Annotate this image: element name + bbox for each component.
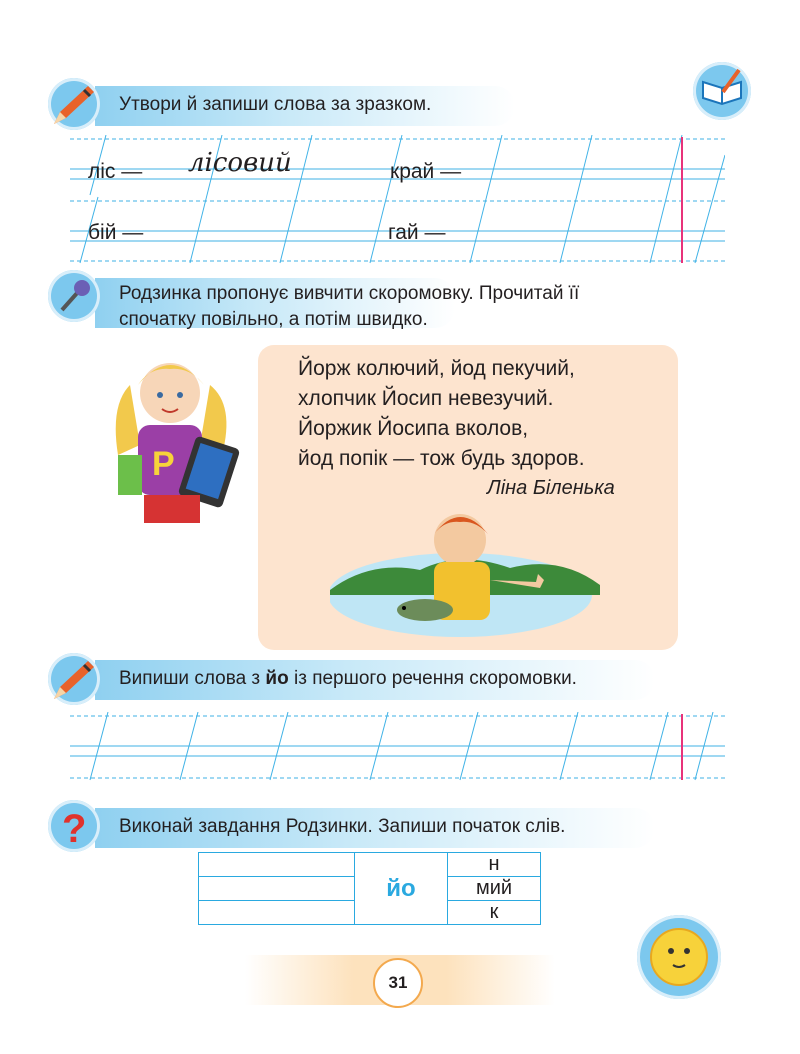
smiley-icon — [637, 915, 721, 999]
task2-instruction-line1: Родзинка пропонує вивчити скоромовку. Прочитай її — [119, 283, 580, 304]
task3-instruction-bold: йо — [265, 668, 289, 689]
poem-line-4: йод попік — тож будь здоров. — [298, 447, 585, 470]
task3-instruction — [119, 667, 577, 691]
table-ending-cell: мий — [448, 877, 541, 901]
microphone-icon — [48, 270, 100, 322]
word-hai: гай — — [388, 221, 446, 244]
poem-author: Ліна Біленька — [487, 477, 615, 499]
sample-lisovyi: лісовий — [188, 148, 292, 178]
table-input-cell[interactable] — [199, 901, 355, 925]
table-input-cell[interactable] — [199, 853, 355, 877]
task3-instruction-pre: Випиши слова з — [119, 668, 266, 689]
task1-instruction: Утвори й запиши слова за зразком. — [119, 94, 432, 115]
svg-text:P: P — [152, 445, 175, 483]
girl-with-tablet-illustration — [100, 345, 245, 535]
table-middle-cell — [355, 853, 448, 925]
word-bii: бій — — [88, 221, 144, 244]
task2-instruction-line2: спочатку повільно, а потім швидко. — [119, 309, 428, 330]
writing-lines-2[interactable] — [70, 712, 725, 782]
poem-line-1: Йорж колючий, йод пекучий, — [298, 357, 575, 380]
table-ending-cell: к — [448, 901, 541, 925]
poem-line-3: Йоржик Йосипа вколов, — [298, 417, 529, 440]
task3-instruction-post: із першого речення скоромовки. — [288, 668, 577, 689]
task3-pen-icon — [48, 653, 100, 705]
word-krai: край — — [390, 160, 462, 183]
page-number: 31 — [373, 958, 423, 1008]
book-icon — [693, 62, 751, 120]
word-beginning-table — [198, 852, 541, 925]
task4-instruction: Виконай завдання Родзинки. Запиши початок слів. — [119, 816, 566, 837]
table-input-cell[interactable] — [199, 877, 355, 901]
table-ending-cell: н — [448, 853, 541, 877]
boy-with-fish-illustration — [330, 500, 600, 645]
writing-lines-1[interactable] — [70, 135, 725, 265]
task1-pen-icon — [48, 78, 100, 130]
word-lis: ліс — — [88, 160, 143, 183]
poem-line-2: хлопчик Йосип невезучий. — [298, 387, 554, 410]
svg-text:?: ? — [62, 807, 87, 851]
question-mark-icon — [48, 800, 100, 852]
table-middle-text: йо — [386, 874, 416, 902]
